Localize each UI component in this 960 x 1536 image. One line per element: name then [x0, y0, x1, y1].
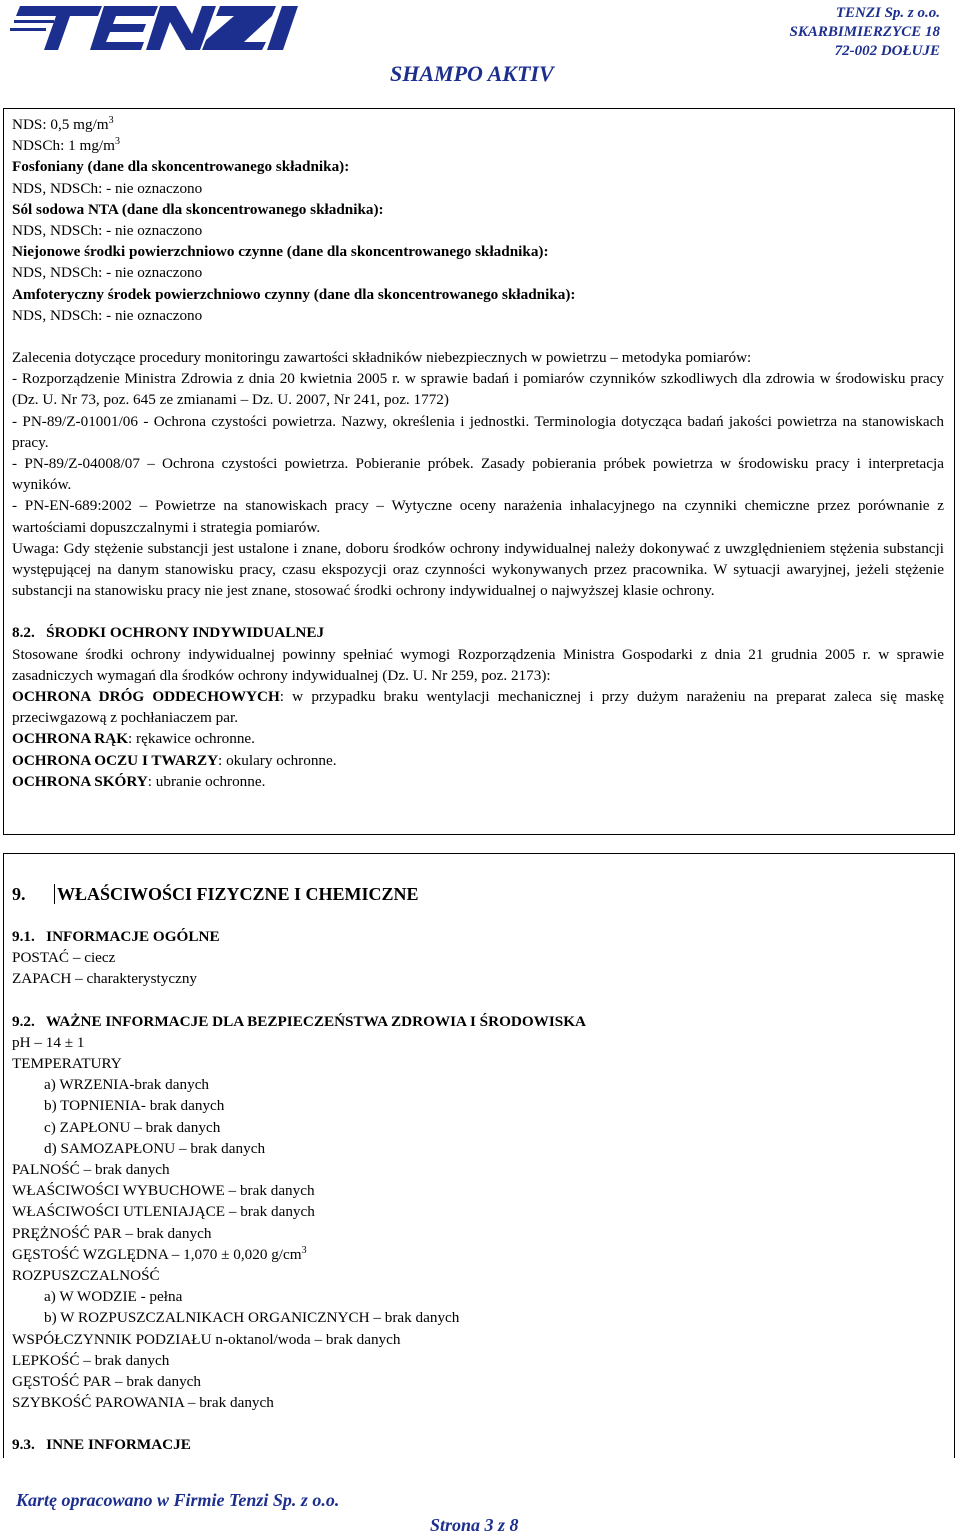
hands-label: OCHRONA RĄK: [12, 730, 129, 748]
rozpuszczalnosc-organiczne: b) W ROZPUSZCZALNIKACH ORGANICZNYCH – brak danych: [44, 1309, 460, 1327]
hands-text: : rękawice ochronne.: [128, 730, 255, 748]
eye-protection: [12, 750, 944, 771]
preznosc-par: PRĘŻNOŚĆ PAR – brak danych: [12, 1224, 212, 1242]
section-9-content: [12, 882, 944, 1456]
gestosc-exponent: 3: [301, 1244, 307, 1256]
gestosc-par: GĘSTOŚĆ PAR – brak danych: [12, 1373, 202, 1391]
respiratory-label: OCHRONA DRÓG ODDECHOWYCH: [12, 688, 280, 706]
niejonowe-value: NDS, NDSCh: - nie oznaczono: [12, 264, 203, 282]
company-name: TENZI Sp. z o.o.: [835, 5, 940, 21]
page-number: Strona 3 z 8: [430, 1515, 519, 1535]
wlasciwosci-wybuchowe: WŁAŚCIWOŚCI WYBUCHOWE – brak danych: [12, 1182, 315, 1200]
uwaga-note: Uwaga: Gdy stężenie substancji jest ustalone i znane, doboru środków ochrony indywidualnej należy dokonywać z uwzględnieniem stężenia substancji występującej na danym stanowisku pracy, czasu ekspozycji oraz czynności wykonywanych przez pracownika. W sytuacji awaryjnej, jeżeli stężenie substancji na stanowisku pracy nie jest znane, stosować środki ochrony indywidualnej o najwyższej klasie ochrony.: [12, 539, 944, 600]
rozpuszczalnosc-heading: ROZPUSZCZALNOŚĆ: [12, 1267, 160, 1285]
wspolczynnik-podzialu: WSPÓŁCZYNNIK PODZIAŁU n-oktanol/woda – brak danych: [12, 1330, 401, 1348]
gestosc-wzgledna: [12, 1244, 944, 1265]
hand-protection: [12, 728, 944, 749]
eyes-text: : okulary ochronne.: [218, 751, 337, 769]
section-9-title: WŁAŚCIWOŚCI FIZYCZNE I CHEMICZNE: [54, 884, 419, 904]
section-9-1-heading: 9.1. INFORMACJE OGÓLNE: [12, 928, 220, 945]
section-8-content: [12, 114, 944, 792]
ndsch-line: [12, 135, 944, 156]
temperatury-heading: TEMPERATURY: [12, 1055, 122, 1073]
ph-value: pH – 14 ± 1: [12, 1033, 85, 1051]
respiratory-protection: [12, 686, 944, 728]
postac: POSTAĆ – ciecz: [12, 949, 116, 967]
palnosc: PALNOŚĆ – brak danych: [12, 1161, 170, 1179]
section-9-heading: [12, 882, 944, 906]
nds-text: NDS: 0,5 mg/m: [12, 116, 109, 133]
section-9-3-heading: 9.3. INNE INFORMACJE: [12, 1436, 191, 1454]
wrzenia: a) WRZENIA-brak danych: [44, 1076, 210, 1094]
nta-value: NDS, NDSCh: - nie oznaczono: [12, 222, 203, 240]
tenzi-logo: [6, 0, 306, 52]
company-street: SKARBIMIERZYCE 18: [789, 24, 940, 40]
niejonowe-heading: Niejonowe środki powierzchniowo czynne (dane dla skoncentrowanego składnika):: [12, 243, 549, 261]
topnienia: b) TOPNIENIA- brak danych: [44, 1097, 225, 1115]
regulation-1: - Rozporządzenie Ministra Zdrowia z dnia 20 kwietnia 2005 r. w sprawie badań i pomiarów czynników szkodliwych dla zdrowia w środowisku pracy (Dz. U. Nr 73, poz. 645 ze zmianami – Dz. U. 2007, Nr 241, poz. 1772): [12, 370, 944, 409]
monitoring-intro: Zalecenia dotyczące procedury monitoringu zawartości składników niebezpiecznych w powietrzu – metodyka pomiarów:: [12, 349, 752, 367]
nds-exponent: 3: [108, 114, 114, 126]
regulation-4: - PN-EN-689:2002 – Powietrze na stanowiskach pracy – Wytyczne oceny narażenia inhalacyjnego na czynniki chemiczne przez porównanie z wartościami dopuszczalnymi i strategia pomiarów.: [12, 497, 944, 536]
respiratory-text: : w przypadku braku wentylacji mechanicznej i przy dużym narażeniu na preparat zaleca się maskę przeciwgazową z pochłaniaczem par.: [12, 688, 945, 727]
skin-label: OCHRONA SKÓRY: [12, 772, 148, 790]
lepkosc: LEPKOŚĆ – brak danych: [12, 1351, 170, 1369]
zaplonu: c) ZAPŁONU – brak danych: [44, 1118, 221, 1136]
wlasciwosci-utleniajace: WŁAŚCIWOŚCI UTLENIAJĄCE – brak danych: [12, 1203, 315, 1221]
regulation-3: - PN-89/Z-04008/07 – Ochrona czystości powietrza. Pobieranie próbek. Zasady pobierania próbek powietrza w środowisku pracy i interpretacja wyników.: [12, 455, 944, 494]
szybkosc-parowania: SZYBKOŚĆ PAROWANIA – brak danych: [12, 1394, 274, 1412]
nta-heading: Sól sodowa NTA (dane dla skoncentrowanego składnika):: [12, 200, 384, 218]
fosfoniany-value: NDS, NDSCh: - nie oznaczono: [12, 179, 203, 197]
document-title: SHAMPO AKTIV: [390, 61, 554, 86]
footer-prepared-by: Kartę opracowano w Firmie Tenzi Sp. z o.o.: [16, 1490, 340, 1510]
gestosc-wzgledna-text: GĘSTOŚĆ WZGLĘDNA – 1,070 ± 0,020 g/cm: [12, 1245, 302, 1263]
zapach: ZAPACH – charakterystyczny: [12, 970, 198, 988]
company-city: 72-002 DOŁUJE: [834, 43, 940, 59]
section-9-2-heading: 9.2. WAŻNE INFORMACJE DLA BEZPIECZEŃSTWA ZDROWIA I ŚRODOWISKA: [12, 1012, 586, 1030]
amfoteryczny-heading: Amfoteryczny środek powierzchniowo czynny (dane dla skoncentrowanego składnika):: [12, 285, 576, 303]
company-address: [790, 4, 940, 61]
samozaplonu: d) SAMOZAPŁONU – brak danych: [44, 1139, 266, 1157]
skin-text: : ubranie ochronne.: [147, 772, 266, 790]
rozpuszczalnosc-woda: a) W WODZIE - pełna: [44, 1288, 183, 1306]
regulation-2: - PN-89/Z-01001/06 - Ochrona czystości powietrza. Nazwy, określenia i jednostki. Terminologia dotycząca badań jakości powietrza na stanowiskach pracy.: [12, 412, 944, 451]
eyes-label: OCHRONA OCZU I TWARZY: [12, 751, 219, 769]
protection-intro: Stosowane środki ochrony indywidualnej powinny spełniać wymogi Rozporządzenia Ministra Gospodarki z dnia 21 grudnia 2005 r. w sprawie zasadniczych wymagań dla środków ochrony indywidualnej (Dz. U. Nr 259, poz. 2173):: [12, 645, 944, 684]
ndsch-text: NDSCh: 1 mg/m: [12, 137, 115, 155]
nds-line: [12, 114, 944, 135]
fosfoniany-heading: Fosfoniany (dane dla skoncentrowanego składnika):: [12, 158, 350, 176]
ndsch-exponent: 3: [114, 136, 120, 148]
skin-protection: [12, 771, 944, 792]
amfoteryczny-value: NDS, NDSCh: - nie oznaczono: [12, 306, 203, 324]
section-8-2-heading: 8.2. ŚRODKI OCHRONY INDYWIDUALNEJ: [12, 624, 325, 642]
section-9-number: 9.: [12, 884, 26, 904]
